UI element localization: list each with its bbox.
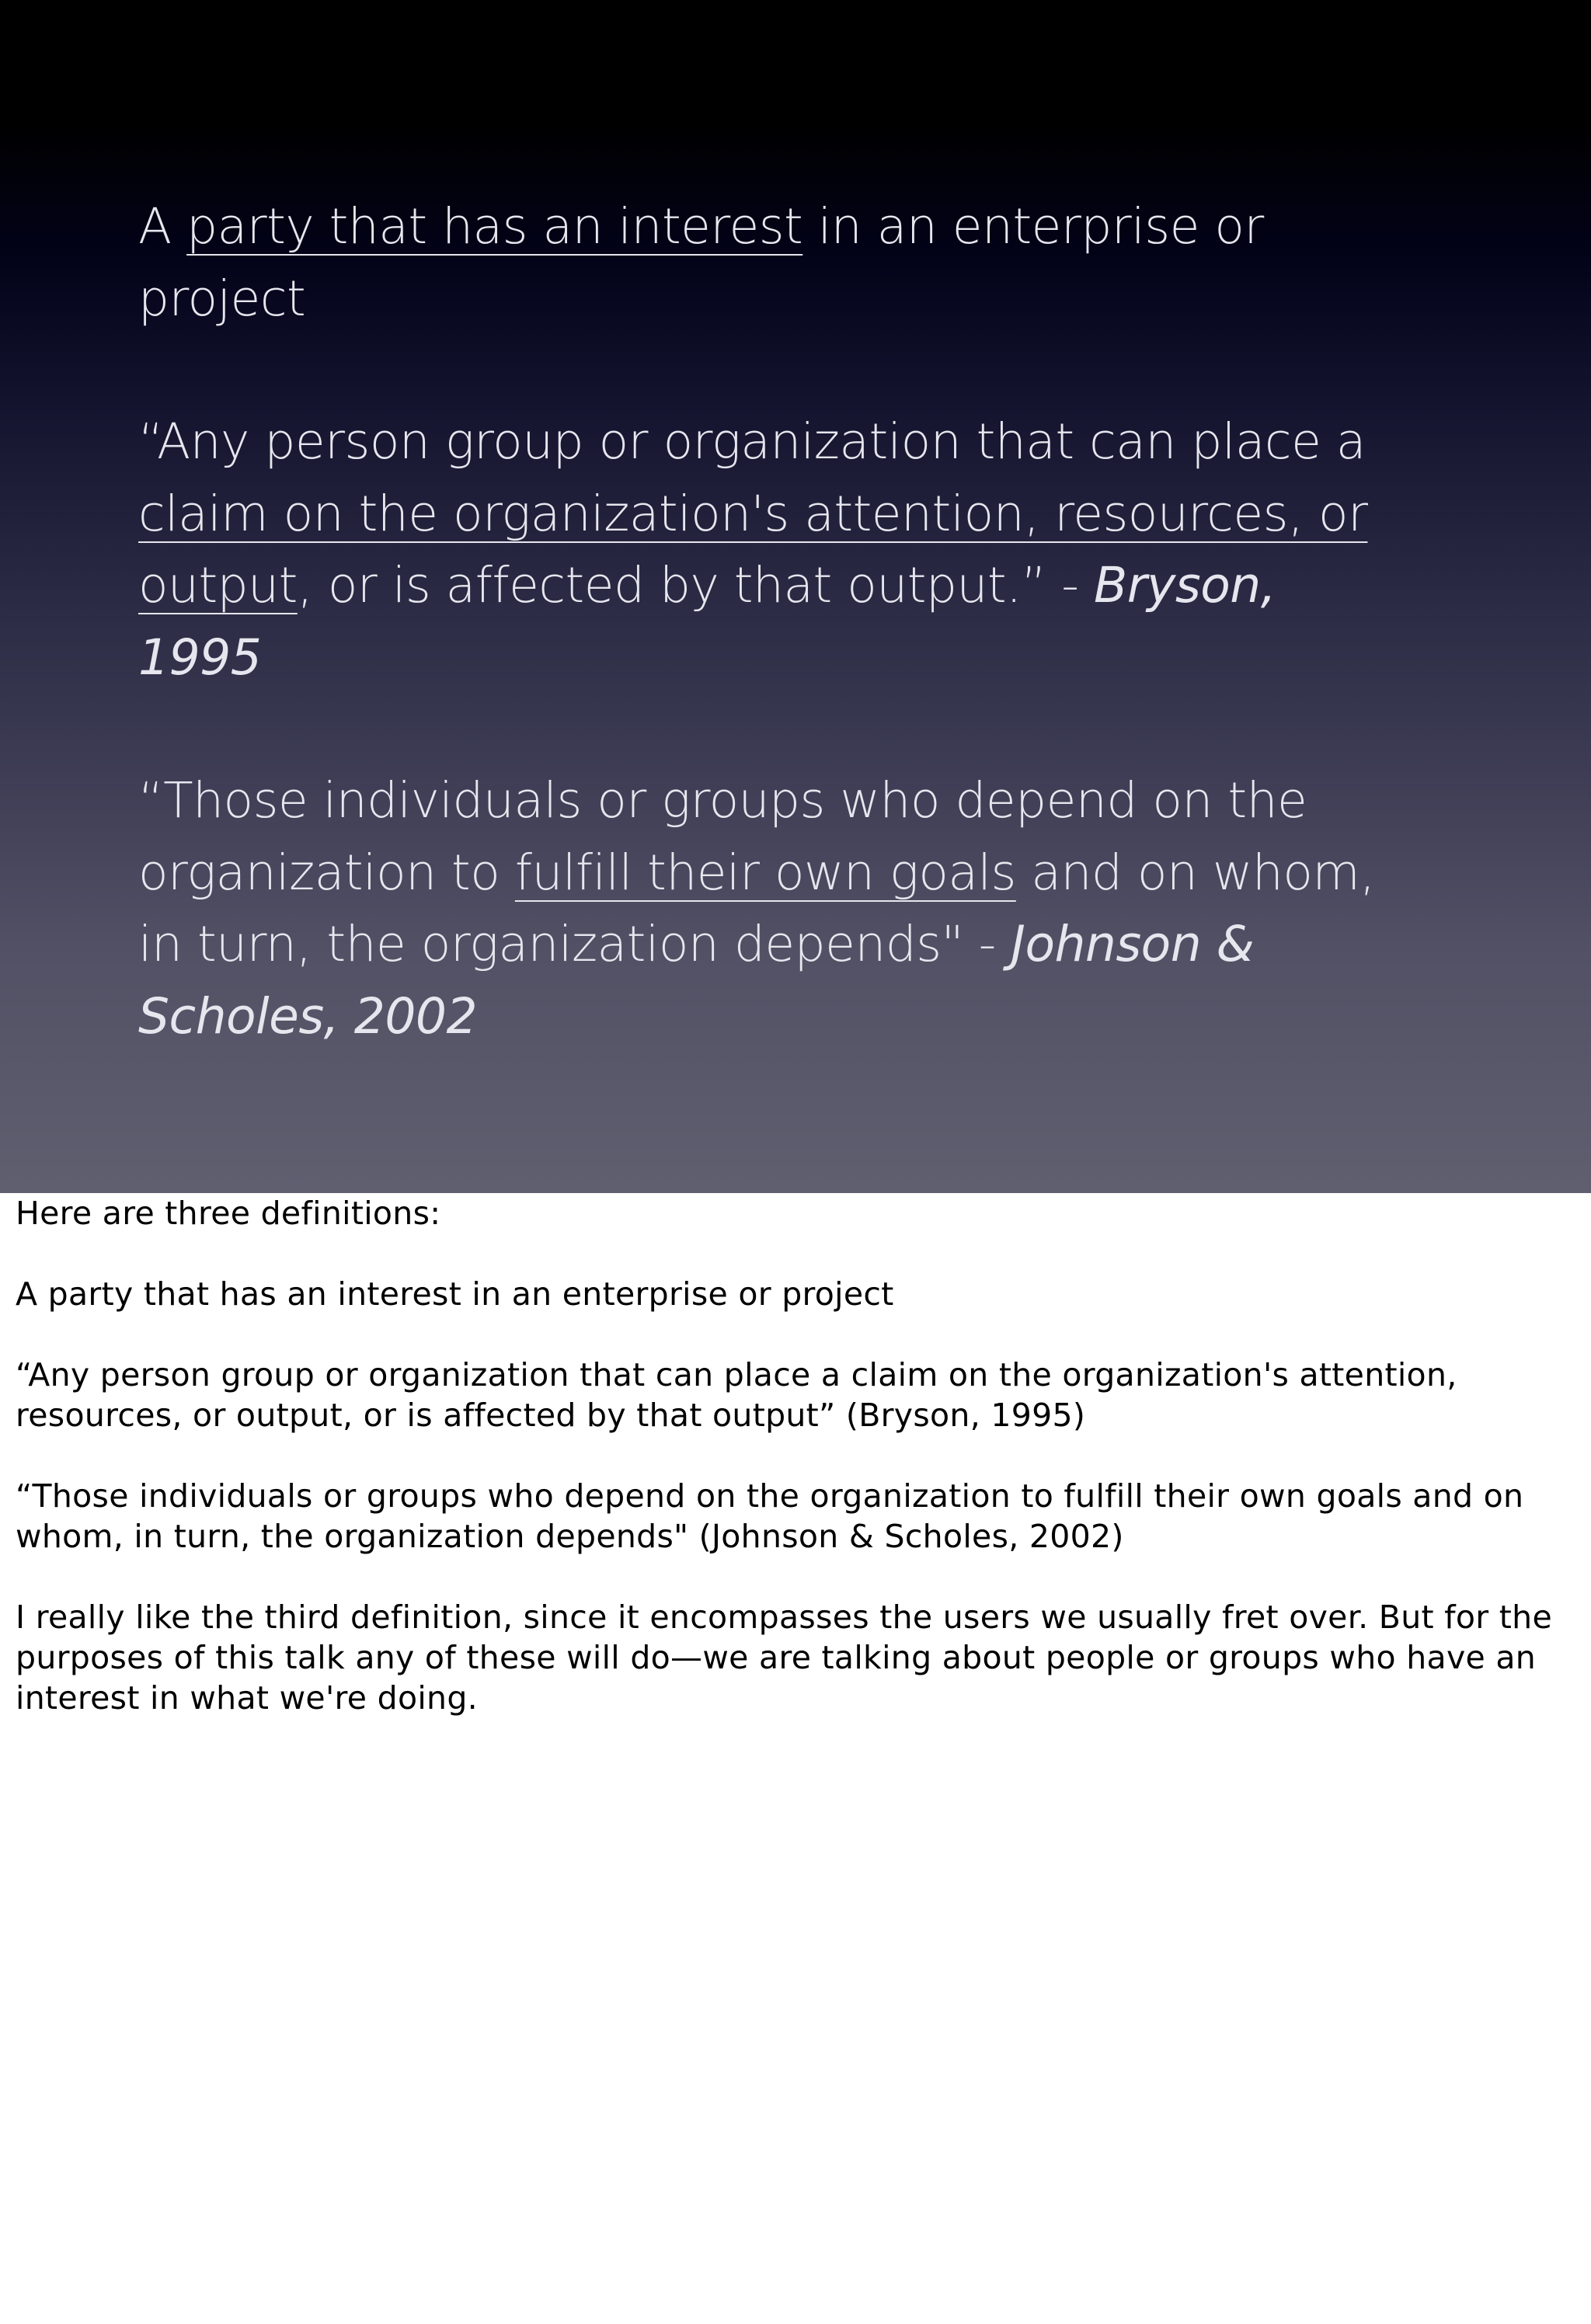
definition-2-prefix: “Any person group or organization that can place a [138,413,1366,470]
notes-definition-1: A party that has an interest in an enterprise or project [16,1275,894,1313]
definition-1-underlined: party that has an interest [186,198,803,255]
definition-2-citation: Bryson, 1995 [138,557,1276,686]
notes-intro: Here are three definitions: [16,1195,441,1232]
definition-2 [138,406,1412,694]
speaker-notes [16,1193,1577,1759]
notes-definition-2: “Any person group or organization that can place a claim on the organization's attention, resources, or output, or is affected by that output” (Bryson, 1995) [16,1356,1457,1434]
notes-commentary: I really like the third definition, since it encompasses the users we usually fret over. But for the purposes of this talk any of these will do—we are talking about people or groups who have an interest in what we're doing. [16,1599,1552,1717]
definition-1 [138,191,1412,335]
definition-1-suffix: in an enterprise or project [138,198,1264,327]
definition-3-suffix: and on whom, in turn, the organization depends" - [138,844,1375,972]
definition-3-prefix: “Those individuals or groups who depend on the organization to [138,772,1307,901]
slide-body [138,191,1412,1124]
definition-2-underlined: claim on the organization's attention, resources, or output [138,485,1368,614]
definition-1-prefix: A [138,198,187,255]
notes-definition-3: “Those individuals or groups who depend on the organization to fulfill their own goals and on whom, in turn, the organization depends" (Johnson & Scholes, 2002) [16,1477,1524,1555]
definition-3-citation: Johnson & Scholes, 2002 [138,916,1255,1045]
definition-3 [138,765,1412,1052]
definition-3-underlined: fulfill their own goals [514,844,1016,901]
definition-2-suffix: , or is affected by that output.” - [297,557,1095,614]
